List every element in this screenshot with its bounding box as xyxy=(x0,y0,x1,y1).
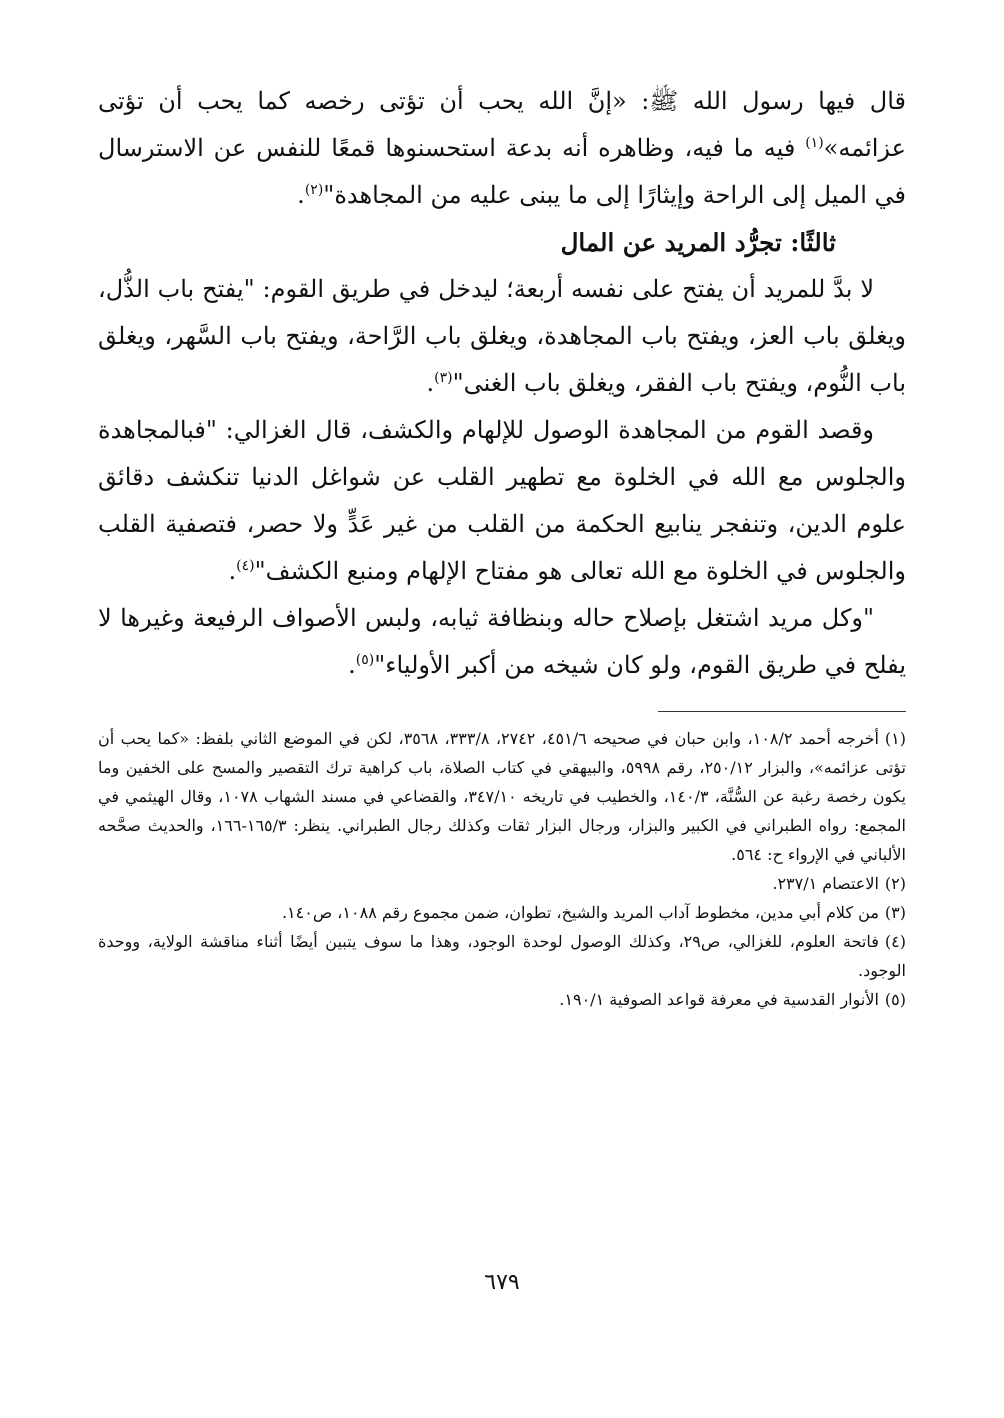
paragraph-1 xyxy=(98,78,906,219)
footnote-number: (٤) xyxy=(884,932,906,951)
paragraph-1-continued: فيه ما فيه، وظاهره أنه بدعة استحسنوها قمعًا للنفس عن الاسترسال في الميل إلى الراحة وإيثارًا إلى ما يبنى عليه من المجاهدة" xyxy=(98,134,906,209)
paragraph-2 xyxy=(98,266,906,407)
section-heading: ثالثًا: تجرُّد المريد عن المال xyxy=(560,228,836,257)
footnote-text: أخرجه أحمد ١٠٨/٢، وابن حبان في صحيحه ٤٥١/٦، ٢٧٤٢، ٣٣٣/٨، ٣٥٦٨، لكن في الموضع الثاني بلفظ: «كما يحب أن تؤتى عزائمه»، والبزار ٢٥٠/١٢، رقم ٥٩٩٨، والبيهقي في كتاب الصلاة، باب كراهية ترك التقصير والمسح على الخفين وما يكون رخصة رغبة عن السُّنَّة، ١٤٠/٣، والخطيب في تاريخه ٣٤٧/١٠، والقضاعي في مسند الشهاب ١٠٧٨، وقال الهيثمي في المجمع: رواه الطبراني في الكبير والبزار، ورجال البزار ثقات وكذلك رجال الطبراني. ينظر: ١٦٥/٣-١٦٦، والحديث صحَّحه الألباني في الإرواء ح: ٥٦٤. xyxy=(98,729,907,864)
footnote-number: (١) xyxy=(884,729,907,748)
footnote-text: الاعتصام ٢٣٧/١. xyxy=(772,874,879,893)
page-body xyxy=(98,78,906,1014)
footnote-text: الأنوار القدسية في معرفة قواعد الصوفية ١٩٠/١. xyxy=(559,990,879,1009)
page-number: ٦٧٩ xyxy=(484,1270,520,1295)
paragraph-3-end: . xyxy=(228,557,237,585)
footnote-ref-1[interactable]: (١) xyxy=(805,135,824,151)
footnote-5 xyxy=(98,985,906,1014)
footnote-ref-2[interactable]: (٢) xyxy=(304,182,324,198)
footnote-ref-3[interactable]: (٣) xyxy=(434,370,453,386)
paragraph-1-text: قال فيها رسول الله ﷺ: «إنَّ الله يحب أن تؤتى رخصه كما يحب أن تؤتى عزائمه» xyxy=(98,87,906,162)
footnote-ref-5[interactable]: (٥) xyxy=(355,652,375,668)
footnote-number: (٣) xyxy=(884,903,906,922)
footnote-1 xyxy=(98,724,906,869)
footnote-2 xyxy=(98,869,906,898)
paragraph-2-end: . xyxy=(426,369,435,397)
paragraph-3-text: وقصد القوم من المجاهدة الوصول للإلهام والكشف، قال الغزالي: "فبالمجاهدة والجلوس مع الله في الخلوة مع تطهير القلب عن شواغل الدنيا تنكشف دقائق علوم الدين، وتنفجر ينابيع الحكمة من القلب من غير عَدٍّ ولا حصر، فتصفية القلب والجلوس في الخلوة مع الله تعالى هو مفتاح الإلهام ومنبع الكشف" xyxy=(98,416,906,585)
footnotes xyxy=(98,724,906,1014)
paragraph-4-text: "وكل مريد اشتغل بإصلاح حاله وبنظافة ثيابه، ولبس الأصواف الرفيعة وغيرها لا يفلح في طريق القوم، ولو كان شيخه من أكبر الأولياء" xyxy=(98,604,906,679)
paragraph-2-text: لا بدَّ للمريد أن يفتح على نفسه أربعة؛ ليدخل في طريق القوم: "يفتح باب الذُّل، ويغلق باب العز، ويفتح باب المجاهدة، ويغلق باب الرَّاحة، ويفتح باب السَّهر، ويغلق باب النُّوم، ويفتح باب الفقر، ويغلق باب الغنى" xyxy=(98,275,906,397)
footnote-ref-4[interactable]: (٤) xyxy=(236,558,255,574)
footnote-number: (٢) xyxy=(884,874,906,893)
paragraph-4 xyxy=(98,595,906,689)
footnote-3 xyxy=(98,898,906,927)
footnote-number: (٥) xyxy=(884,990,906,1009)
paragraph-1-end: . xyxy=(297,181,305,209)
footnote-text: فاتحة العلوم، للغزالي، ص٢٩، وكذلك الوصول لوحدة الوجود، وهذا ما سوف يتبين أيضًا أثناء مناقشة الولاية، ووحدة الوجود. xyxy=(98,932,906,980)
footnote-separator xyxy=(658,711,906,712)
footnote-4 xyxy=(98,927,906,985)
paragraph-4-end: . xyxy=(348,651,356,679)
paragraph-3 xyxy=(98,407,906,595)
footnote-text: من كلام أبي مدين، مخطوط آداب المريد والشيخ، تطوان، ضمن مجموع رقم ١٠٨٨، ص١٤٠. xyxy=(281,903,879,922)
